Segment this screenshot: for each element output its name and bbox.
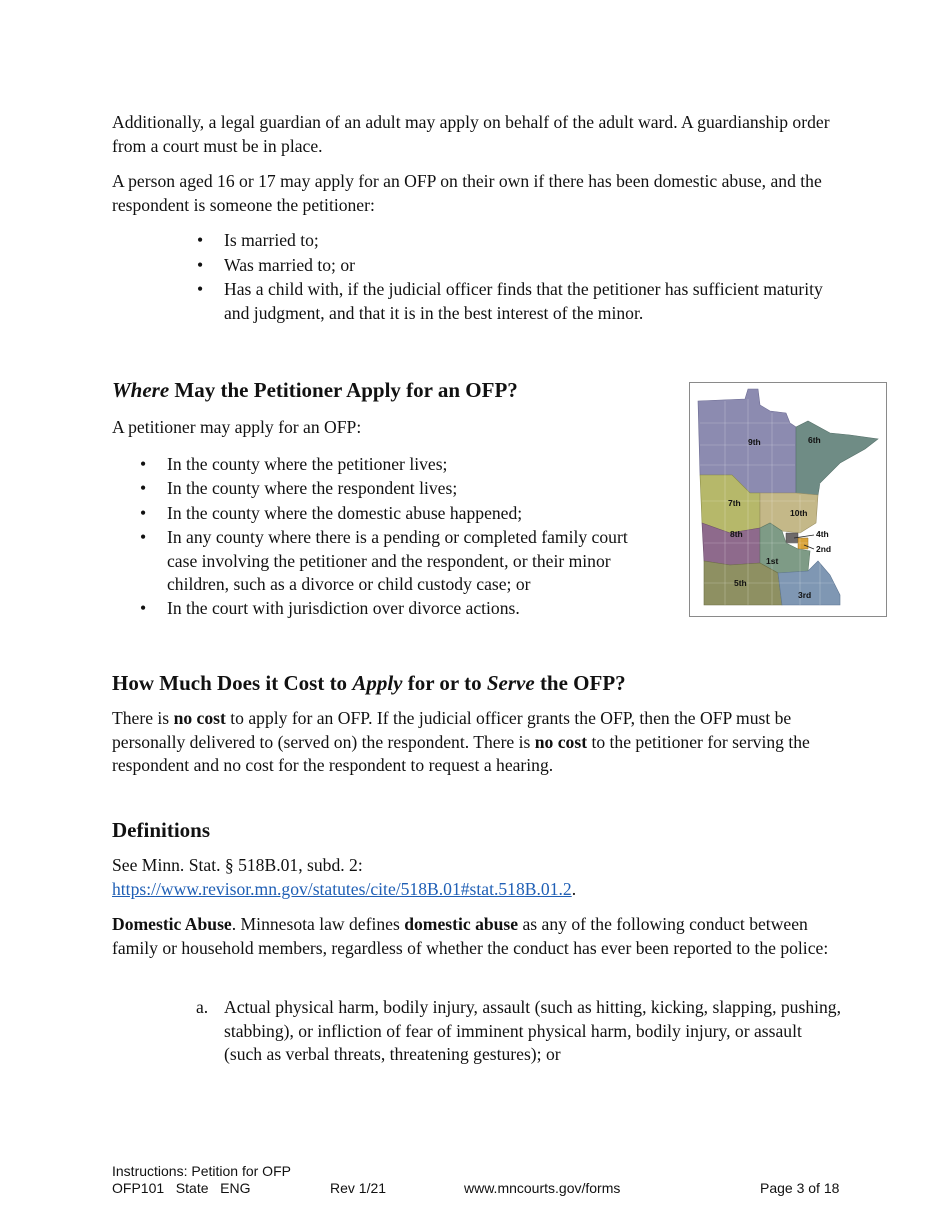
- footer-revision: Rev 1/21: [330, 1180, 387, 1196]
- district-label: 4th: [816, 529, 829, 539]
- where-lead: A petitioner may apply for an OFP:: [112, 417, 362, 437]
- district-label: 6th: [808, 435, 821, 445]
- footer-title: Instructions: Petition for OFP: [112, 1163, 291, 1179]
- statute-link[interactable]: https://www.revisor.mn.gov/statutes/cite/518B.01#stat.518B.01.2: [112, 878, 572, 899]
- domestic-abuse-paragraph: Domestic Abuse. Minnesota law defines domestic abuse as any of the following conduct between family or household members, regardless of whether the conduct has ever been reported to the police:: [112, 914, 829, 958]
- district-label: 1st: [766, 556, 779, 566]
- minnesota-district-map: [689, 382, 887, 617]
- guardian-paragraph: Additionally, a legal guardian of an adult may apply on behalf of the adult ward. A guardianship order from a court must be in place.: [112, 112, 830, 156]
- cost-heading: How Much Does it Cost to Apply for or to Serve the OFP?: [112, 671, 626, 695]
- list-item: • In any county where there is a pending or completed family court case involving the petitioner and the respondent, or their minor children, such as a divorce or child custody case; or: [140, 527, 628, 594]
- district-label: 2nd: [816, 544, 832, 554]
- district-label: 7th: [728, 498, 741, 508]
- district-label: 5th: [734, 578, 747, 588]
- list-item: • In the county where the petitioner lives;: [140, 454, 448, 474]
- list-item: • In the county where the domestic abuse happened;: [140, 503, 523, 523]
- minor-applicant-paragraph: A person aged 16 or 17 may apply for an OFP on their own if there has been domestic abuse, and the respondent is someone the petitioner:: [112, 171, 822, 215]
- definition-item-a: a. Actual physical harm, bodily injury, assault (such as hitting, kicking, slapping, pushing, stabbing), or infliction of fear of imminent physical harm, bodily injury, or assault (such as verbal threats, threatening gestures); or: [196, 997, 842, 1064]
- list-item: • Has a child with, if the judicial officer finds that the petitioner has sufficient maturity and judgment, and that it is in the best interest of the minor.: [197, 279, 823, 323]
- list-item: • In the court with jurisdiction over divorce actions.: [140, 598, 520, 618]
- definitions-heading: Definitions: [112, 818, 211, 842]
- district-label: 9th: [748, 437, 761, 447]
- list-item: • In the county where the respondent lives;: [140, 478, 458, 498]
- cost-paragraph: There is no cost to apply for an OFP. If the judicial officer grants the OFP, then the OFP must be personally delivered to (served on) the respondent. There is no cost to the petitioner for serving the respondent and no cost for the respondent to request a hearing.: [112, 708, 810, 775]
- district-label: 10th: [790, 508, 808, 518]
- footer-url: www.mncourts.gov/forms: [464, 1180, 621, 1196]
- footer-form-id: OFP101 State ENG: [112, 1180, 251, 1196]
- list-item: • Was married to; or: [197, 255, 355, 275]
- district-label: 3rd: [798, 590, 812, 600]
- footer-page-number: Page 3 of 18: [760, 1180, 840, 1196]
- statute-reference: See Minn. Stat. § 518B.01, subd. 2: https://www.revisor.mn.gov/statutes/cite/518B.01#stat.518B.01.2.: [112, 855, 577, 899]
- list-item: • Is married to;: [197, 230, 319, 250]
- district-label: 8th: [730, 529, 743, 539]
- where-heading: Where May the Petitioner Apply for an OFP?: [112, 378, 518, 402]
